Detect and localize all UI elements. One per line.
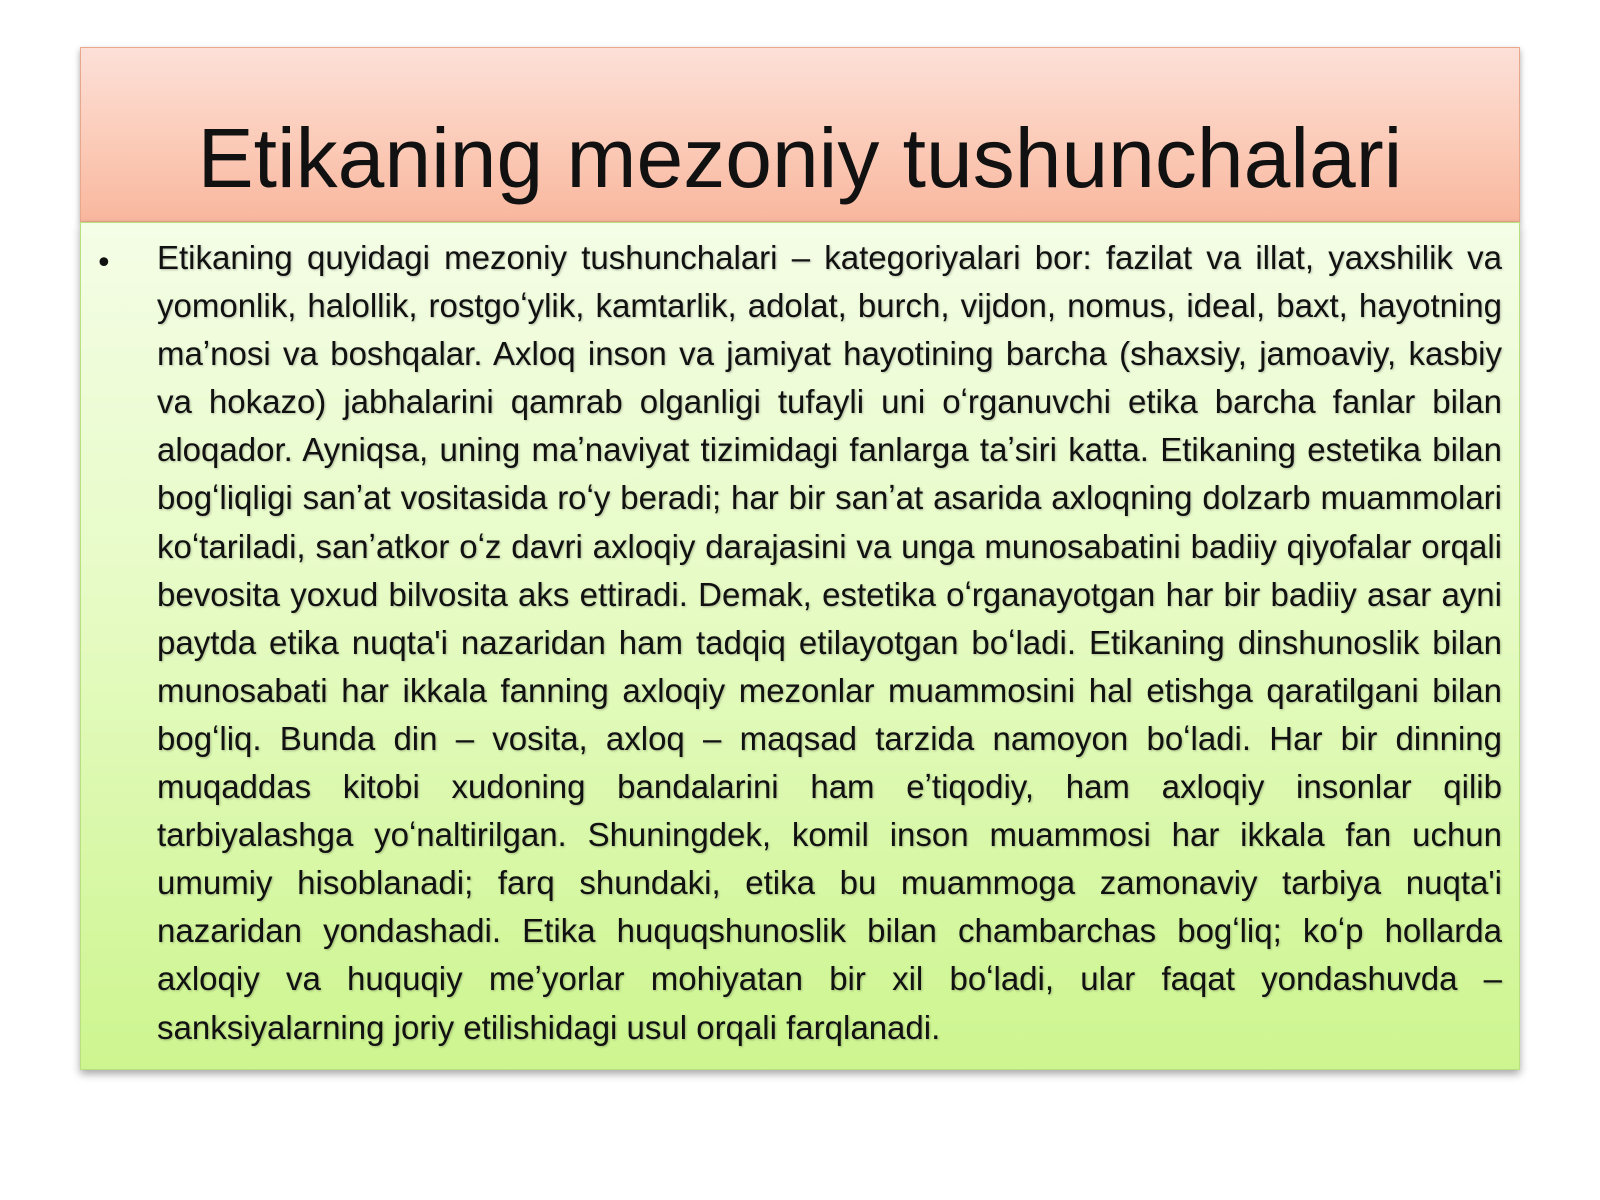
bullet-dot: • xyxy=(95,246,113,281)
body-paragraph: Etikaning quyidagi mezoniy tushunchalari – kategoriyalari bor: fazilat va illat, yaxshilik va yomonlik, halollik, rostgoʻylik, kamtarlik, adolat, burch, vijdon, nomus, ideal, baxt, hayotning maʼnosi va boshqalar. Axloq inson va jamiyat hayotining barcha (shaxsiy, jamoaviy, kasbiy va hokazo) jabhalarini qamrab olganligi tufayli uni oʻrganuvchi etika barcha fanlar bilan aloqador. Ayniqsa, uning maʼnaviyat tizimidagi fanlarga taʼsiri katta. Etikaning estetika bilan bogʻliqligi sanʼat vositasida roʻy beradi; har bir sanʼat asarida axloqning dolzarb muammolari koʻtariladi, sanʼatkor oʻz davri axloqiy darajasini va unga munosabatini badiiy qiyofalar orqali bevosita yoxud bilvosita aks ettiradi. Demak, estetika oʻrganayotgan har bir badiiy asar ayni paytda etika nuqta'i nazaridan ham tadqiq etilayotgan boʻladi. Etikaning dinshunoslik bilan munosabati har ikkala fanning axloqiy mezonlar muammosini hal etishga qaratilgani bilan bogʻliq. Bunda din – vosita, axloq – maqsad tarzida namoyon boʻladi. Har bir dinning muqaddas kitobi xudoning bandalarini ham eʼtiqodiy, ham axloqiy insonlar qilib tarbiyalashga yoʻnaltirilgan. Shuningdek, komil inson muammosi har ikkala fan uchun umumiy hisoblanadi; farq shundaki, etika bu muammoga zamonaviy tarbiya nuqta'i nazaridan yondashadi. Etika huquqshunoslik bilan chambarchas bogʻliq; koʻp hollarda axloqiy va huquqiy meʼyorlar mohiyatan bir xil boʻladi, ular faqat yondashuvda – sanksiyalarning joriy etilishidagi usul orqali farqlanadi. xyxy=(157,239,1502,1046)
slide-title: Etikaning mezoniy tushunchalari xyxy=(197,111,1403,205)
